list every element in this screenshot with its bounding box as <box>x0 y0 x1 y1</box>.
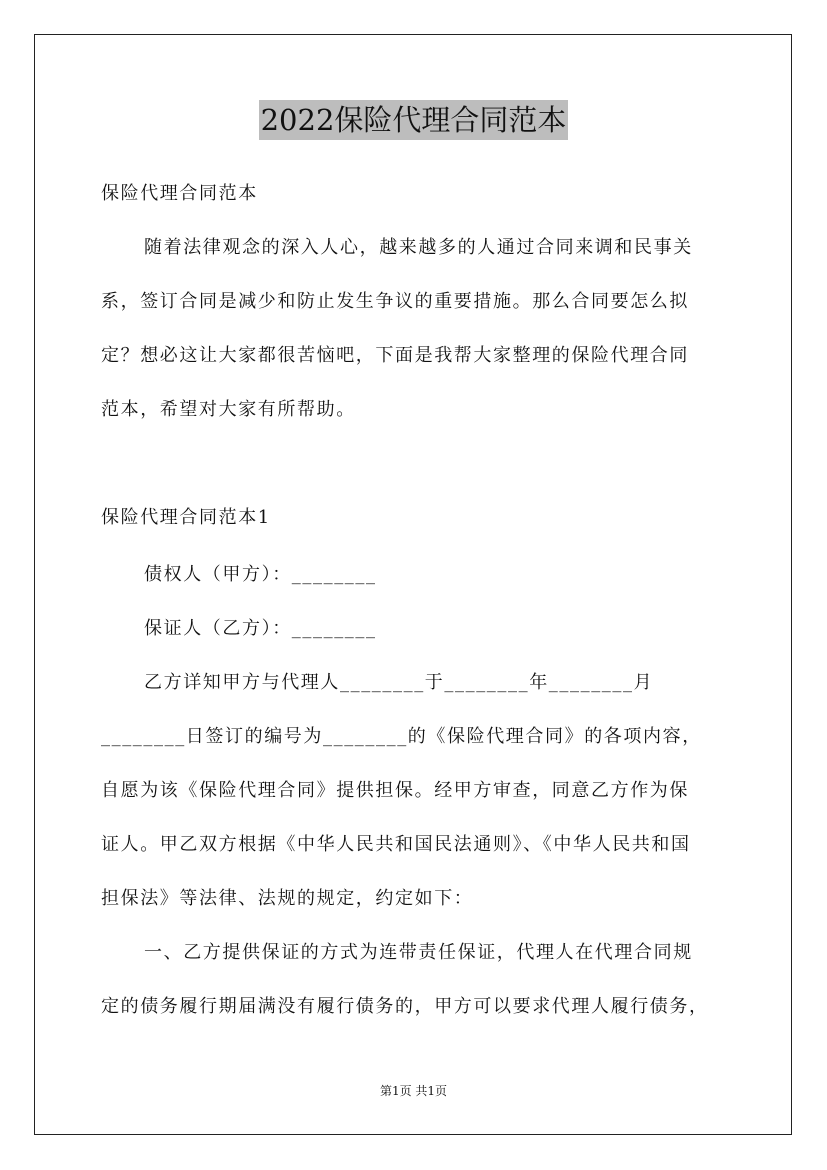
paragraph-line: 定？想必这让大家都很苦恼吧，下面是我帮大家整理的保险代理合同 <box>101 345 689 366</box>
paragraph-line: 系，签订合同是减少和防止发生争议的重要措施。那么合同要怎么拟 <box>101 291 689 312</box>
guarantor-line: 保证人（乙方）：________ <box>144 618 377 639</box>
paragraph-line: 随着法律观念的深入人心，越来越多的人通过合同来调和民事关 <box>144 237 693 258</box>
paragraph-line: 范本，希望对大家有所帮助。 <box>101 399 356 420</box>
paragraph-line: 担保法》等法律、法规的规定，约定如下： <box>101 888 474 909</box>
page-footer: 第1页 共1页 <box>379 1084 448 1098</box>
paragraph-line: 定的债务履行期届满没有履行债务的，甲方可以要求代理人履行债务， <box>101 996 709 1017</box>
paragraph-line: 证人。甲乙双方根据《中华人民共和国民法通则》、《中华人民共和国 <box>101 834 691 855</box>
section-heading: 保险代理合同范本1 <box>101 507 271 528</box>
paragraph-line: 自愿为该《保险代理合同》提供担保。经甲方审查，同意乙方作为保 <box>101 780 689 801</box>
paragraph-line: ________日签订的编号为________的《保险代理合同》的各项内容， <box>101 726 702 747</box>
section-heading: 保险代理合同范本 <box>101 183 258 204</box>
paragraph-line: 一、乙方提供保证的方式为连带责任保证，代理人在代理合同规 <box>144 942 693 963</box>
title-container <box>0 100 827 140</box>
document-title: 2022保险代理合同范本 <box>259 100 569 140</box>
creditor-line: 债权人（甲方）：________ <box>144 564 377 585</box>
paragraph-line: 乙方详知甲方与代理人________于________年________月 <box>144 672 654 693</box>
